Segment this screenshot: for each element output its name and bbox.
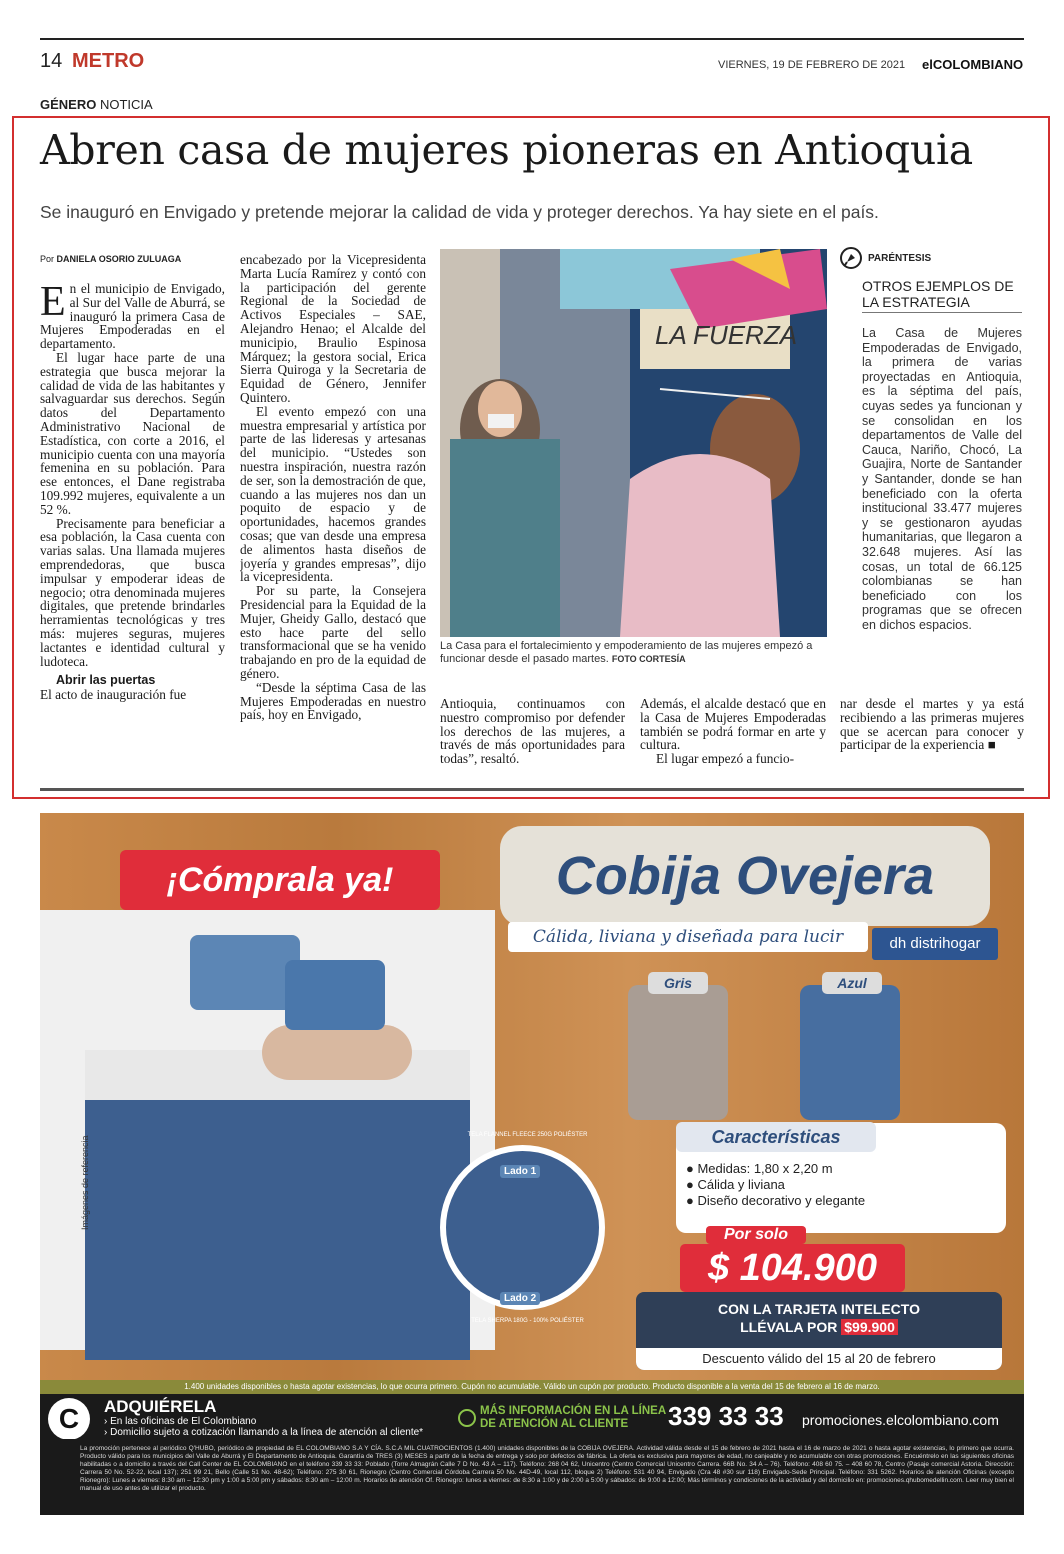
feature-item: ● Cálida y liviana xyxy=(686,1177,785,1192)
feature-text: Diseño decorativo y elegante xyxy=(697,1193,866,1208)
price-prefix: Por solo xyxy=(706,1226,806,1244)
color-gris-label: Gris xyxy=(648,972,708,994)
byline-prefix: Por xyxy=(40,254,55,264)
card-line-2-text: LLÉVALA POR xyxy=(740,1319,838,1335)
col1-paragraph-1: n el municipio de Envigado, al Sur del Valle de Aburrá, se inauguró la primera Casa de Mujeres Empoderadas en el departamento. xyxy=(40,282,225,352)
col4-paragraph-2: El lugar empezó a funcio- xyxy=(656,751,795,767)
end-mark: ■ xyxy=(987,737,996,753)
side-1-label: Lado 1 xyxy=(500,1165,540,1178)
article-column-3 xyxy=(440,697,625,777)
acquire-line-1: › En las oficinas de El Colombiano xyxy=(104,1416,257,1427)
pin-icon xyxy=(840,247,862,269)
sidebar-title: OTROS EJEMPLOS DE LA ESTRATEGIA xyxy=(862,278,1022,313)
genre-key: GÉNERO xyxy=(40,97,97,112)
acquire-line-2: › Domicilio sujeto a cotización llamando a la línea de atención al cliente* xyxy=(104,1427,424,1438)
fabric-side-2: TELA SHERPA 180G - 100% POLIÉSTER xyxy=(471,1318,584,1324)
card-line-1: CON LA TARJETA INTELECTO xyxy=(718,1301,920,1317)
buy-now-banner[interactable]: ¡Cómprala ya! xyxy=(120,850,440,910)
col5-paragraph-1: nar desde el martes y ya está recibiendo a las primeras mujeres que se acercan para conocer y participar de la experiencia xyxy=(840,697,1024,753)
feature-text: Medidas: 1,80 x 2,20 m xyxy=(697,1161,833,1176)
feature-text: Cálida y liviana xyxy=(697,1177,785,1192)
col2-paragraph-1: encabezado por la Vicepresidenta Marta Lucía Ramírez y contó con la participación del gerente Regional de la Sociedad de Activos Especiales – SAE, Alejandro Henao; el Alcalde del municipio, Braulio Espinosa Márquez; la gestora social, Erica Sierra Quiroga y la Secretaria de Equidad de Género, Jennifer Quintero. xyxy=(240,253,426,405)
article-subhead: Se inauguró en Envigado y pretende mejorar la calidad de vida y proteger derechos. Ya hay siete en el país. xyxy=(40,202,879,222)
caption-text: La Casa para el fortalecimiento y empoderamiento de las mujeres empezó a funcionar desde el pasado martes. xyxy=(440,640,813,665)
color-azul-label: Azul xyxy=(822,972,882,994)
photo-illustration xyxy=(440,249,827,637)
article-column-4 xyxy=(640,697,826,777)
col4-paragraph-1: Además, el alcalde destacó que en la Casa de Mujeres Empoderadas también se podrá formar en arte y cultura. xyxy=(640,697,826,753)
article-headline[interactable]: Abren casa de mujeres pioneras en Antioquia xyxy=(40,126,973,174)
el-colombiano-c-logo: C xyxy=(48,1398,90,1440)
drop-cap: E xyxy=(40,282,66,325)
genre-value: NOTICIA xyxy=(99,97,153,112)
ad-pillow xyxy=(285,960,385,1030)
reference-note: Imágenes de referencia xyxy=(80,1135,90,1230)
col2-paragraph-2: El evento empezó con una muestra empresarial y artística por parte de las lideresas y artesanas del municipio. “Ustedes son nuestra inspiración, nuestra razón de ser, son la demostración de que, cuando a las mujeres nos dan un poquito de espacio y de oportunidades, hacemos grandes cosas; que van desde una empresa de alimentos hasta diseños de joyería y grandes empresas”, dijo la vicepresidenta. xyxy=(240,403,426,585)
top-rule xyxy=(40,38,1024,40)
byline-author[interactable]: DANIELA OSORIO ZULUAGA xyxy=(56,254,182,264)
article-column-1 xyxy=(40,282,225,772)
promo-website[interactable]: promociones.elcolombiano.com xyxy=(802,1412,999,1428)
mural-text: LA FUERZA xyxy=(655,320,798,350)
col2-paragraph-3: Por su parte, la Consejera Presidencial para la Equidad de la Mujer, Gheidy Gallo, destacó que esto hace parte del sello transformacional que se ha venido trabajando en pro de la equidad de género. xyxy=(240,583,426,681)
col1-paragraph-4: El acto de inauguración fue xyxy=(40,687,187,703)
acquire-heading: ADQUIÉRELA xyxy=(104,1397,217,1416)
card-price: $99.900 xyxy=(841,1319,898,1335)
info-line xyxy=(480,1405,666,1431)
phone-icon xyxy=(458,1409,476,1427)
col1-paragraph-2: El lugar hace parte de una estrategia que busca mejorar la calidad de vida de las habitantes y salvaguardar sus derechos. Según datos del Departamento Administrativo Nacional de Estadística, con corte a 2016, el municipio cuenta con una mayoría femenina en su población. Para ese entonces, el Dane registraba 109.992 mujeres, equivalente a un 52 %. xyxy=(40,349,225,517)
product-tagline: Cálida, liviana y diseñada para lucir xyxy=(508,922,868,952)
ad-blanket xyxy=(85,1100,470,1360)
ad-sleeping-woman xyxy=(262,1025,412,1080)
article-bottom-rule xyxy=(40,788,1024,791)
article-column-2 xyxy=(240,253,426,773)
col2-paragraph-4: “Desde la séptima Casa de las Mujeres Empoderadas en nuestro país, hoy en Envigado, xyxy=(240,679,426,723)
col1-paragraph-3: Precisamente para beneficiar a esa población, la Casa cuenta con varias salas. Una llamada mujeres emprendedoras, que busca impulsar y empoderar ideas de negocio; otra denominada mujeres digitales, que pretende brindarles herramientas tecnológicas y tres más: mujeres seguras, mujeres lactantes e identidad cultural y ludoteca. xyxy=(40,515,225,669)
info-line-1: MÁS INFORMACIÓN EN LA LÍNEA xyxy=(480,1405,667,1417)
article-photo[interactable] xyxy=(440,249,827,637)
product-price: $ 104.900 xyxy=(680,1244,905,1292)
photo-credit: FOTO CORTESÍA xyxy=(611,654,686,664)
card-line-2 xyxy=(636,1318,1002,1336)
newspaper-logo[interactable]: elCOLOMBIANO xyxy=(922,57,1024,72)
photo-caption xyxy=(440,640,827,666)
article-column-5 xyxy=(840,697,1024,777)
phone-number[interactable]: 339 33 33 xyxy=(668,1401,784,1431)
acquire-options xyxy=(104,1416,423,1438)
features-title: Características xyxy=(676,1122,876,1152)
fabric-side-1: TELA FLANNEL FLEECE 250G POLIÉSTER xyxy=(467,1132,588,1138)
product-azul[interactable] xyxy=(800,985,900,1120)
byline xyxy=(40,254,181,264)
ad-pillow xyxy=(190,935,300,1010)
section-name[interactable]: METRO xyxy=(72,50,145,72)
product-gris[interactable] xyxy=(628,985,728,1120)
distrihogar-logo xyxy=(872,928,998,960)
section-subtitle: Abrir las puertas xyxy=(56,673,156,688)
feature-item: ● Diseño decorativo y elegante xyxy=(686,1193,866,1208)
sidebar-label: PARÉNTESIS xyxy=(868,253,932,264)
feature-item: ● Medidas: 1,80 x 2,20 m xyxy=(686,1161,833,1176)
info-line-2: DE ATENCIÓN AL CLIENTE xyxy=(480,1418,629,1430)
product-name: Cobija Ovejera xyxy=(500,826,990,926)
legal-terms: La promoción pertenece al periódico Q'HUBO, periódico de propiedad de EL COLOMBIANO S.A Y CÍA. S.C.A MIL CUATROCIENTOS (1.400) unidades disponibles de la COBIJA OVEJERA. Actividad válida desde el 15 de febrero de 2021 hasta el 16 de marzo de 2021 o hasta agotar existencias, lo primero que ocurra. Producto válido para los municipios del Valle de Aburrá y El Departamento de Antioquia. Garantía de TRES (3) MESES a partir de la fecha de entrega y solo por defectos de fábrica. La oferta es exclusiva para mayores de edad, no canjeable y no acumulable con otras promociones. Encuéntrelo en las siguientes oficinas habilitadas o a domicilio a través del Call Center de EL COLOMBIANO en el teléfono 339 33 33: Poblado (Torre Almagrán Calle 7 D No. 43 A – 117). Teléfono: 268 04 62, Unicentro (Centro Comercial Unicentro Carrera. 66B No. 34 A – 76). Teléfono: 408 60 75. – 408 60 78, Centro (Pasaje comercial Astoria. Dirección: Carrera 50 No. 52-22, local 137); 251 99 21, Bello (Calle 51 No. 48-62); Teléfono: 275 30 61, Rionegro (Centro Comercial Córdoba Carrera 50 No. 44D-49, local 112, bloque 2) Teléfono: 531 40 94, Envigado (Cra 48 #30 sur 118) Envigado-Sede Principal. Teléfono: 331 5262. Horarios de atención Oficinas (excepto Rionegro): Lunes a viernes: 8:30 am – 12:30 pm y 1:00 a 5:00 pm y sábados: 8:30 am – 12:00 m. Horarios de atención Of. Rionegro: lunes a viernes: de 8:30 a 1:00 y de 2:00 a 5:00 y sábados: de 9:00 a 12:00; Más términos y condiciones de la actividad y del domicilio en: promociones.qhubomedellin.com. Leer muy bien el manual de uso antes de utilizar el producto. xyxy=(40,1439,1024,1515)
sidebar-body: La Casa de Mujeres Empoderadas de Envigado, la primera de varias proyectadas en Antioquia, es la séptima del país, cuyas sedes ya funcionan y se consolidan en los departamentos de Valle del Cauca, Nariño, Chocó, La Guajira, Norte de Santander y Santander, donde se han beneficiado con la oferta institucional 33.477 mujeres y se gestionaron ayudas humanitarias, que llegaron a 32.648 mujeres. Así las cosas, un total de 66.125 colombianas se han beneficiado con los programas que se ofrecen en dichos espacios. xyxy=(862,326,1022,632)
side-2-label: Lado 2 xyxy=(500,1292,540,1305)
units-note: 1.400 unidades disponibles o hasta agotar existencias, lo que ocurra primero. Cupón no acumulable. Válido un cupón por producto. Producto disponible a la venta del 15 de febrero al 16 de marzo. xyxy=(40,1380,1024,1394)
brand-name: distrihogar xyxy=(910,935,981,952)
discount-validity: Descuento válido del 15 al 20 de febrero xyxy=(636,1348,1002,1370)
brand-mark: dh xyxy=(889,935,907,952)
page-number: 14 xyxy=(40,50,63,72)
genre-label xyxy=(40,97,153,112)
issue-date: VIERNES, 19 DE FEBRERO DE 2021 xyxy=(718,59,906,71)
col3-paragraph-1: Antioquia, continuamos con nuestro compromiso por defender los derechos de las mujeres, a través de más oportunidades para todas”, resaltó. xyxy=(440,697,625,767)
